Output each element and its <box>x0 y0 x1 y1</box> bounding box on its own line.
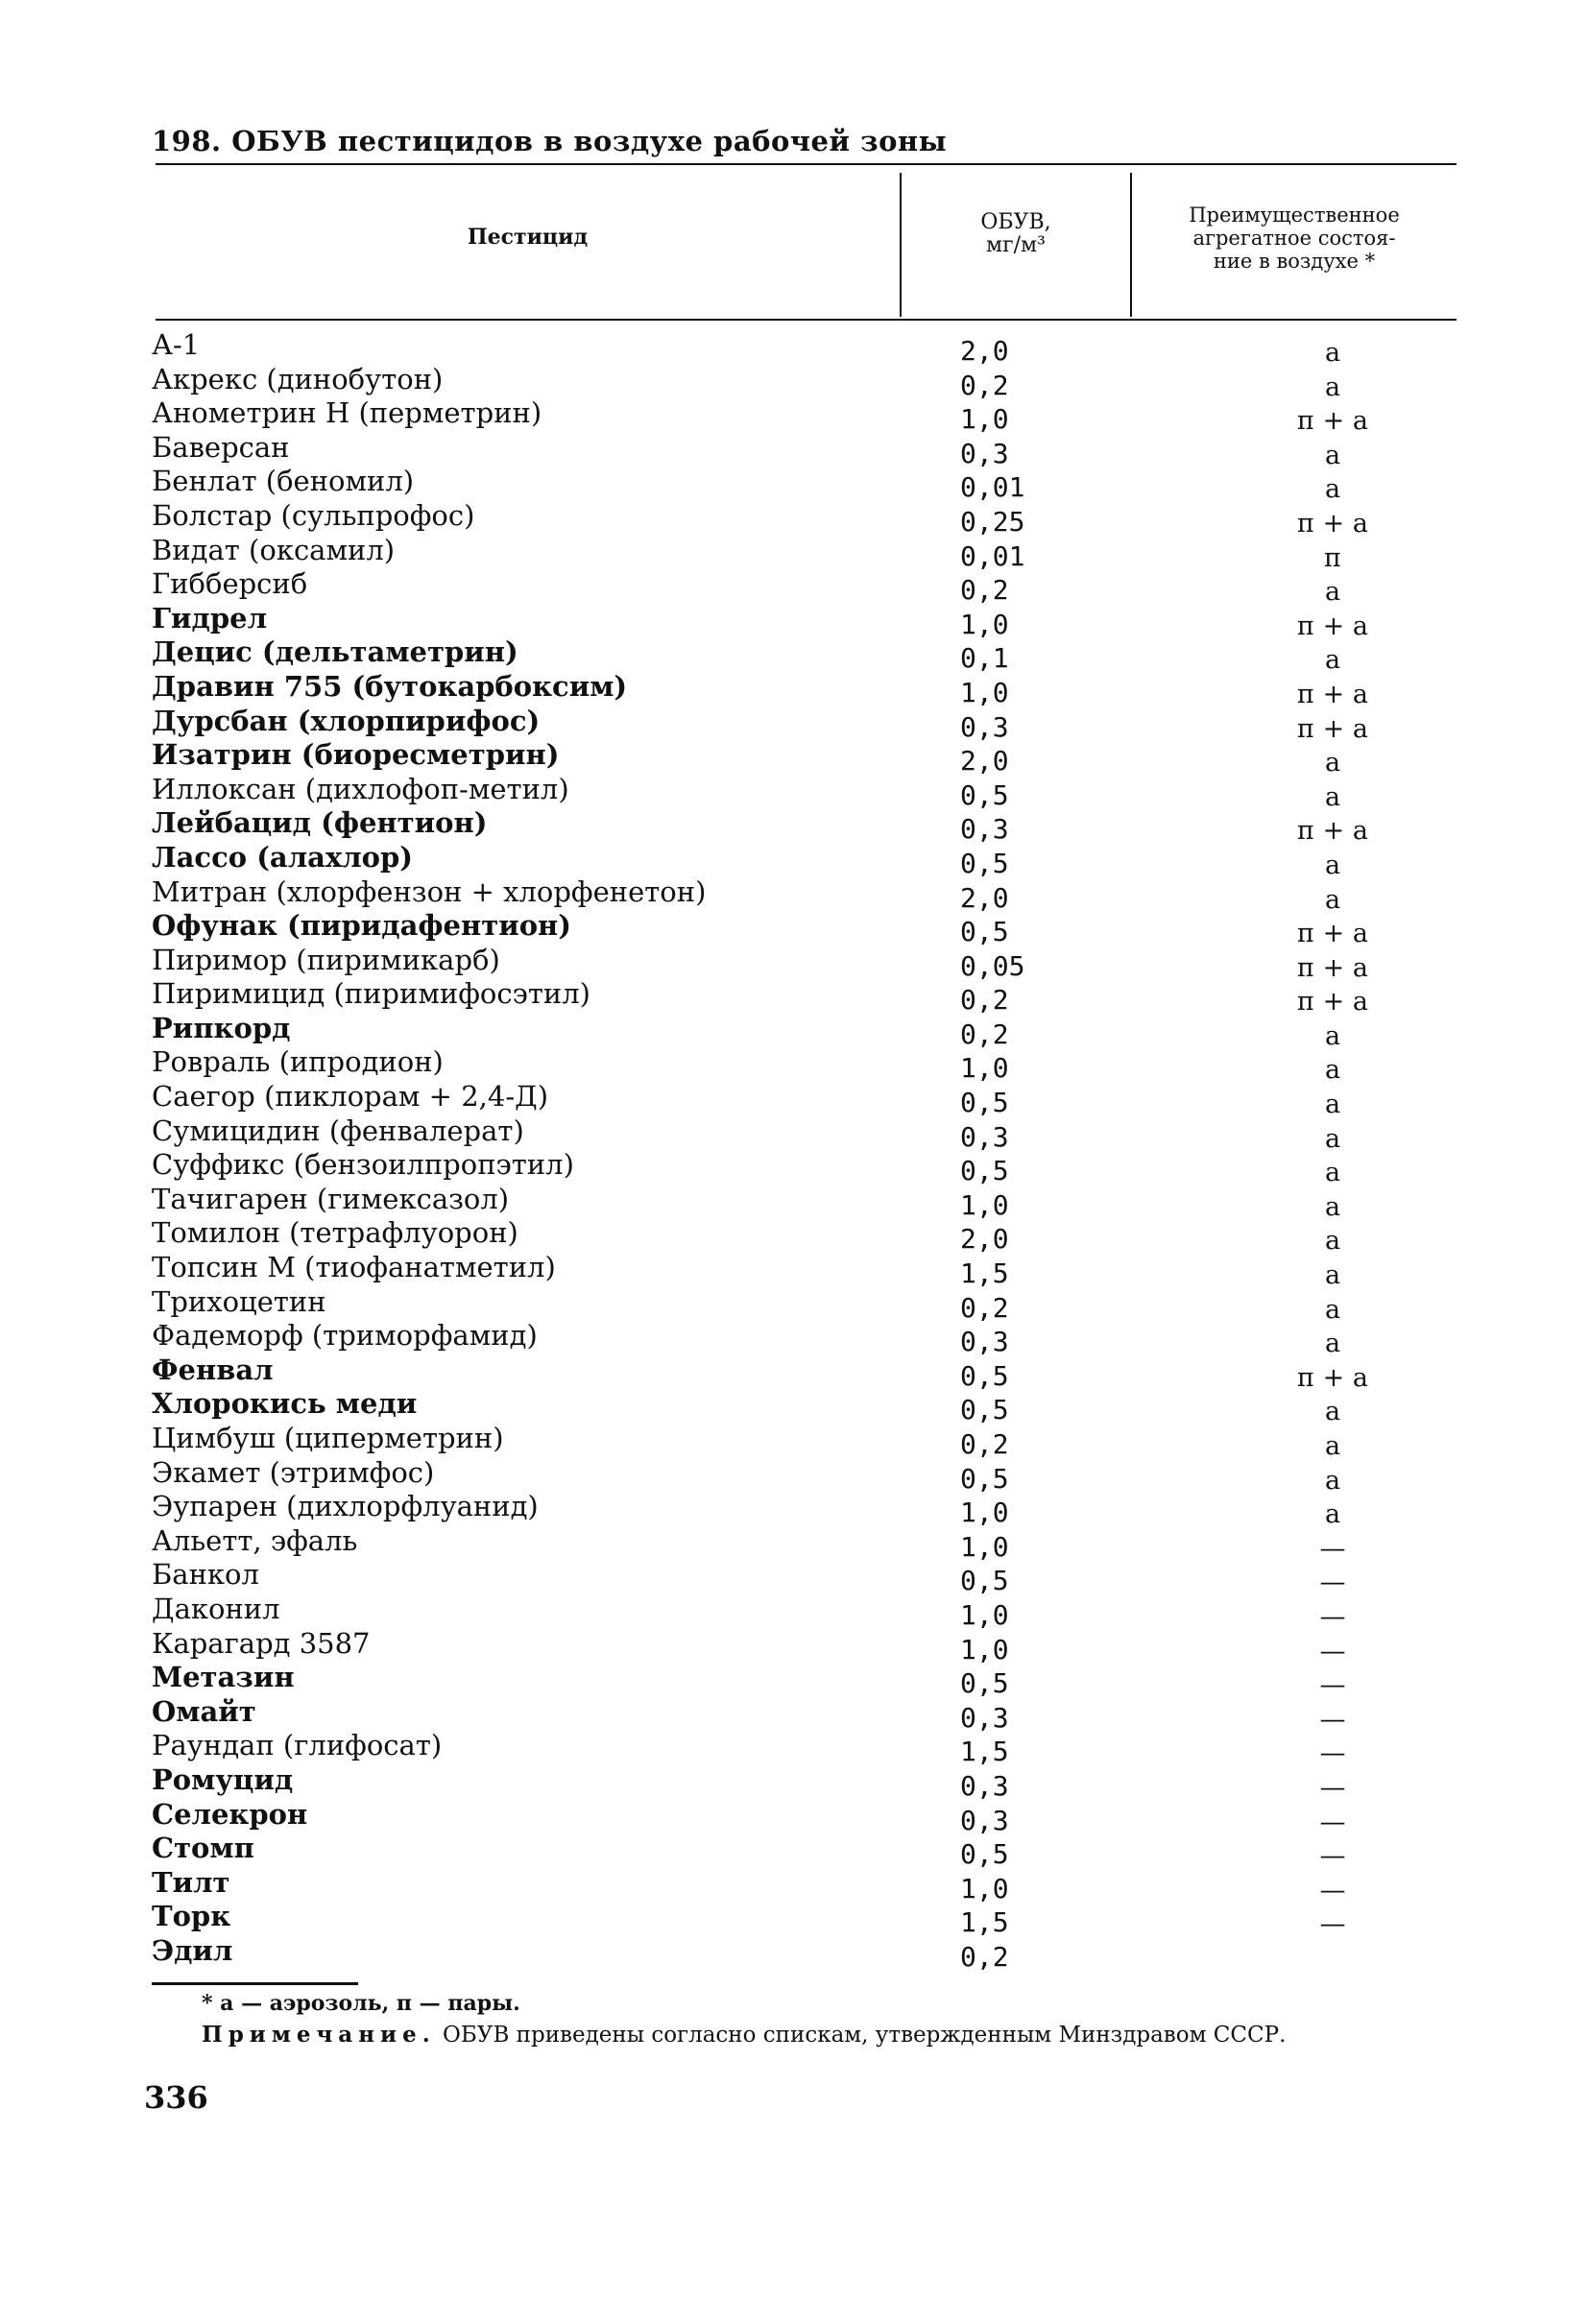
header-pesticide: Пестицид <box>467 225 589 250</box>
obuv-value: 0,2 <box>960 1291 1009 1324</box>
obuv-value: 0,1 <box>960 642 1009 675</box>
pesticide-name: Раундап (глифосат) <box>152 1729 443 1762</box>
pesticide-name: Гидрел <box>152 601 268 635</box>
obuv-value: 1,0 <box>960 1633 1009 1665</box>
aggregate-state: — <box>1319 1772 1346 1803</box>
aggregate-state: а <box>1324 781 1341 812</box>
pesticide-name: Бенлат (беномил) <box>152 465 415 498</box>
pesticide-name: Хлорокись меди <box>152 1387 418 1421</box>
table-row <box>152 1319 1457 1359</box>
obuv-value: 2,0 <box>960 335 1009 367</box>
obuv-value: 1,0 <box>960 1530 1009 1563</box>
table-row <box>152 874 1457 915</box>
obuv-value: 0,2 <box>960 1428 1009 1460</box>
obuv-value: 0,2 <box>960 369 1009 401</box>
table-row <box>152 1387 1457 1427</box>
obuv-value: 2,0 <box>960 881 1009 914</box>
pesticide-name: Митран (хлорфензон + хлорфенетон) <box>152 874 707 908</box>
aggregate-state: а <box>1324 1294 1341 1325</box>
pesticide-name: Рипкорд <box>152 1011 291 1044</box>
table-row <box>152 738 1457 779</box>
table-row <box>152 1592 1457 1632</box>
obuv-value: 0,2 <box>960 984 1009 1017</box>
obuv-value: 1,5 <box>960 1906 1009 1939</box>
table-row <box>152 1353 1457 1393</box>
pesticide-name: Анометрин Н (перметрин) <box>152 396 542 430</box>
pesticide-name: Тилт <box>152 1865 230 1899</box>
obuv-value: 0,2 <box>960 1940 1009 1973</box>
obuv-value: 1,0 <box>960 1497 1009 1529</box>
aggregate-state: п + а <box>1297 1362 1368 1393</box>
aggregate-state: п + а <box>1297 987 1368 1018</box>
obuv-value: 0,5 <box>960 1394 1009 1426</box>
obuv-value: 1,0 <box>960 403 1009 436</box>
table-row <box>152 1216 1457 1257</box>
aggregate-state: — <box>1319 1738 1346 1769</box>
pesticide-name: Эупарен (дихлорфлуанид) <box>152 1490 539 1523</box>
pesticide-name: Дурсбан (хлорпирифос) <box>152 704 541 737</box>
table-row <box>152 1933 1457 1973</box>
pesticide-name: Пиримицид (пиримифосэтил) <box>152 977 590 1011</box>
aggregate-state: а <box>1324 1191 1341 1222</box>
table-row <box>152 396 1457 437</box>
table-row <box>152 328 1457 368</box>
obuv-value: 2,0 <box>960 1223 1009 1256</box>
header-state-line: агрегатное состоя- <box>1192 227 1396 250</box>
table-row <box>152 1626 1457 1666</box>
pesticide-name: Лейбацид (фентион) <box>152 806 488 840</box>
pesticide-name: Сумицидин (фенвалерат) <box>152 1114 524 1147</box>
obuv-value: 1,0 <box>960 1188 1009 1221</box>
table-row <box>152 430 1457 470</box>
aggregate-state: п + а <box>1297 952 1368 983</box>
aggregate-state: п + а <box>1297 508 1368 539</box>
table-row <box>152 635 1457 676</box>
aggregate-state: а <box>1324 1397 1341 1427</box>
aggregate-state: а <box>1324 1123 1341 1154</box>
obuv-value: 1,5 <box>960 1258 1009 1290</box>
obuv-value: 0,5 <box>960 1359 1009 1392</box>
table-row <box>152 1422 1457 1461</box>
aggregate-state: а <box>1324 1226 1341 1257</box>
table-row <box>152 704 1457 744</box>
header-state <box>1132 204 1457 273</box>
pesticide-name: Децис (дельтаметрин) <box>152 635 518 669</box>
aggregate-state: а <box>1324 850 1341 880</box>
table-row <box>152 1251 1457 1291</box>
table-row <box>152 1490 1457 1530</box>
table-row <box>152 533 1457 573</box>
obuv-value: 0,3 <box>960 1804 1009 1836</box>
table-row <box>152 1045 1457 1086</box>
pesticide-name: А-1 <box>152 328 201 361</box>
pesticide-name: Саегор (пиклорам + 2,4-Д) <box>152 1080 549 1114</box>
obuv-value: 0,3 <box>960 1769 1009 1802</box>
pesticide-name: Изатрин (биоресметрин) <box>152 738 560 772</box>
pesticide-name: Дравин 755 (бутокарбоксим) <box>152 669 628 703</box>
pesticide-name: Томилон (тетрафлуорон) <box>152 1216 518 1250</box>
table-body <box>152 328 1457 1973</box>
pesticide-name: Топсин М (тиофанатметил) <box>152 1251 556 1284</box>
aggregate-state: — <box>1319 1568 1346 1598</box>
aggregate-state: — <box>1319 1601 1346 1632</box>
aggregate-state: а <box>1324 1158 1341 1188</box>
pesticide-name: Цимбуш (циперметрин) <box>152 1422 504 1454</box>
pesticide-name: Ромуцид <box>152 1762 294 1796</box>
aggregate-state: а <box>1324 1431 1341 1461</box>
aggregate-state: п + а <box>1297 679 1368 709</box>
pesticide-name: Суффикс (бензоилпропэтил) <box>152 1148 574 1182</box>
pesticide-name: Болстар (сульпрофос) <box>152 498 475 532</box>
table-row <box>152 1182 1457 1222</box>
aggregate-state: п <box>1324 542 1341 573</box>
obuv-value: 0,3 <box>960 1326 1009 1358</box>
table-row <box>152 1832 1457 1872</box>
obuv-value: 0,5 <box>960 1462 1009 1495</box>
obuv-value: 0,3 <box>960 1701 1009 1734</box>
obuv-value: 0,5 <box>960 916 1009 948</box>
obuv-value: 0,5 <box>960 1155 1009 1187</box>
obuv-value: 0,5 <box>960 1838 1009 1871</box>
header-state-line: ние в воздухе * <box>1213 250 1376 273</box>
obuv-value: 1,0 <box>960 1598 1009 1631</box>
table-row <box>152 772 1457 812</box>
aggregate-state: а <box>1324 1499 1341 1530</box>
aggregate-state: — <box>1319 1841 1346 1872</box>
obuv-value: 0,3 <box>960 1120 1009 1153</box>
aggregate-state: — <box>1319 1909 1346 1940</box>
table-row <box>152 1080 1457 1120</box>
obuv-value: 0,3 <box>960 813 1009 846</box>
obuv-value: 0,5 <box>960 1667 1009 1700</box>
obuv-value: 1,0 <box>960 1052 1009 1085</box>
pesticide-name: Тачигарен (гимексазол) <box>152 1182 510 1215</box>
table-row <box>152 1865 1457 1905</box>
table-row <box>152 1284 1457 1325</box>
pesticide-name: Даконил <box>152 1592 280 1625</box>
obuv-value: 0,3 <box>960 437 1009 469</box>
note-label: Примечание. <box>202 2021 436 2048</box>
aggregate-state: а <box>1324 1090 1341 1120</box>
obuv-value: 1,0 <box>960 608 1009 640</box>
aggregate-state: а <box>1324 884 1341 915</box>
pesticide-name: Селекрон <box>152 1797 308 1831</box>
obuv-value: 0,05 <box>960 949 1025 982</box>
table-row <box>152 943 1457 983</box>
table-row <box>152 909 1457 949</box>
note <box>152 2020 1453 2050</box>
note-text: ОБУВ приведены согласно спискам, утвержденным Минздравом СССР. <box>435 2022 1287 2048</box>
aggregate-state: а <box>1324 1020 1341 1051</box>
pesticide-name: Видат (оксамил) <box>152 533 396 566</box>
table-row <box>152 806 1457 847</box>
table-row <box>152 498 1457 539</box>
aggregate-state: — <box>1319 1533 1346 1564</box>
header-obuv-unit: мг/м³ <box>986 233 1046 257</box>
aggregate-state: — <box>1319 1807 1346 1837</box>
aggregate-state: — <box>1319 1636 1346 1666</box>
table-row <box>152 1900 1457 1940</box>
pesticide-name: Трихоцетин <box>152 1284 326 1318</box>
aggregate-state: а <box>1324 1055 1341 1086</box>
obuv-value: 1,0 <box>960 676 1009 708</box>
table-row <box>152 1729 1457 1769</box>
pesticide-name: Карагард 3587 <box>152 1626 371 1660</box>
pesticide-name: Банкол <box>152 1558 259 1592</box>
pesticide-name: Торк <box>152 1900 231 1933</box>
aggregate-state: п + а <box>1297 611 1368 641</box>
table-row <box>152 840 1457 880</box>
pesticide-name: Ровраль (ипродион) <box>152 1045 444 1079</box>
obuv-value: 0,5 <box>960 1565 1009 1597</box>
aggregate-state: п + а <box>1297 406 1368 437</box>
pesticide-name: Гибберсиб <box>152 567 308 601</box>
obuv-value: 1,0 <box>960 1872 1009 1905</box>
aggregate-state: п + а <box>1297 919 1368 949</box>
obuv-value: 0,3 <box>960 710 1009 743</box>
pesticide-name: Экамет (этримфос) <box>152 1455 435 1489</box>
aggregate-state: а <box>1324 474 1341 505</box>
table-row <box>152 1148 1457 1188</box>
header-obuv-line: ОБУВ, <box>980 210 1051 234</box>
table-row <box>152 1797 1457 1837</box>
page-number: 336 <box>144 2078 208 2116</box>
table-row <box>152 601 1457 641</box>
pesticide-name: Иллоксан (дихлофоп-метил) <box>152 772 569 805</box>
pesticide-name: Эдил <box>152 1933 233 1967</box>
table-row <box>152 1694 1457 1735</box>
aggregate-state: — <box>1319 1670 1346 1701</box>
table-row <box>152 362 1457 402</box>
header-obuv <box>902 211 1130 257</box>
aggregate-state: а <box>1324 748 1341 779</box>
pesticide-name: Офунак (пиридафентион) <box>152 909 571 943</box>
obuv-value: 0,2 <box>960 1018 1009 1050</box>
aggregate-state: п + а <box>1297 713 1368 744</box>
aggregate-state: а <box>1324 1260 1341 1291</box>
pesticide-name: Фенвал <box>152 1353 274 1386</box>
aggregate-state: а <box>1324 577 1341 608</box>
obuv-value: 0,5 <box>960 847 1009 879</box>
table-row <box>152 567 1457 608</box>
footnote-rule <box>152 1982 358 1985</box>
table-row <box>152 1114 1457 1154</box>
table-row <box>152 669 1457 709</box>
pesticide-name: Альетт, эфаль <box>152 1523 358 1557</box>
table-row <box>152 1523 1457 1564</box>
aggregate-state: а <box>1324 338 1341 368</box>
table-row <box>152 1661 1457 1701</box>
obuv-value: 2,0 <box>960 745 1009 778</box>
aggregate-state: а <box>1324 1465 1341 1496</box>
table-row <box>152 1762 1457 1803</box>
obuv-value: 0,2 <box>960 574 1009 607</box>
obuv-value: 0,01 <box>960 539 1025 572</box>
table-row <box>152 465 1457 505</box>
aggregate-state: а <box>1324 645 1341 676</box>
pesticide-name: Пиримор (пиримикарб) <box>152 943 500 976</box>
table-header <box>156 165 1457 319</box>
pesticide-name: Стомп <box>152 1832 254 1865</box>
obuv-value: 0,5 <box>960 779 1009 811</box>
aggregate-state: а <box>1324 440 1341 470</box>
obuv-value: 0,01 <box>960 471 1025 504</box>
pesticide-name: Баверсан <box>152 430 290 464</box>
aggregate-state: а <box>1324 1329 1341 1359</box>
table-header-rule <box>156 319 1457 321</box>
pesticide-name: Фадеморф (триморфамид) <box>152 1319 538 1353</box>
pesticide-name: Метазин <box>152 1661 295 1694</box>
aggregate-state: п + а <box>1297 816 1368 847</box>
table-row <box>152 1011 1457 1051</box>
aggregate-state: — <box>1319 1875 1346 1905</box>
pesticide-name: Акрекс (динобутон) <box>152 362 444 395</box>
pesticide-name: Омайт <box>152 1694 256 1728</box>
aggregate-state: а <box>1324 371 1341 402</box>
document-page <box>144 125 1450 2116</box>
obuv-value: 0,5 <box>960 1087 1009 1119</box>
table-title: 198. ОБУВ пестицидов в воздухе рабочей зоны <box>152 125 948 157</box>
footnote: * а — аэрозоль, п — пары. <box>202 1990 520 2016</box>
table-row <box>152 1455 1457 1496</box>
obuv-value: 0,25 <box>960 505 1025 538</box>
aggregate-state: — <box>1319 1704 1346 1735</box>
table-row <box>152 977 1457 1018</box>
table-row <box>152 1558 1457 1598</box>
header-state-line: Преимущественное <box>1189 204 1400 227</box>
obuv-value: 1,5 <box>960 1736 1009 1768</box>
pesticide-name: Лассо (алахлор) <box>152 840 414 874</box>
